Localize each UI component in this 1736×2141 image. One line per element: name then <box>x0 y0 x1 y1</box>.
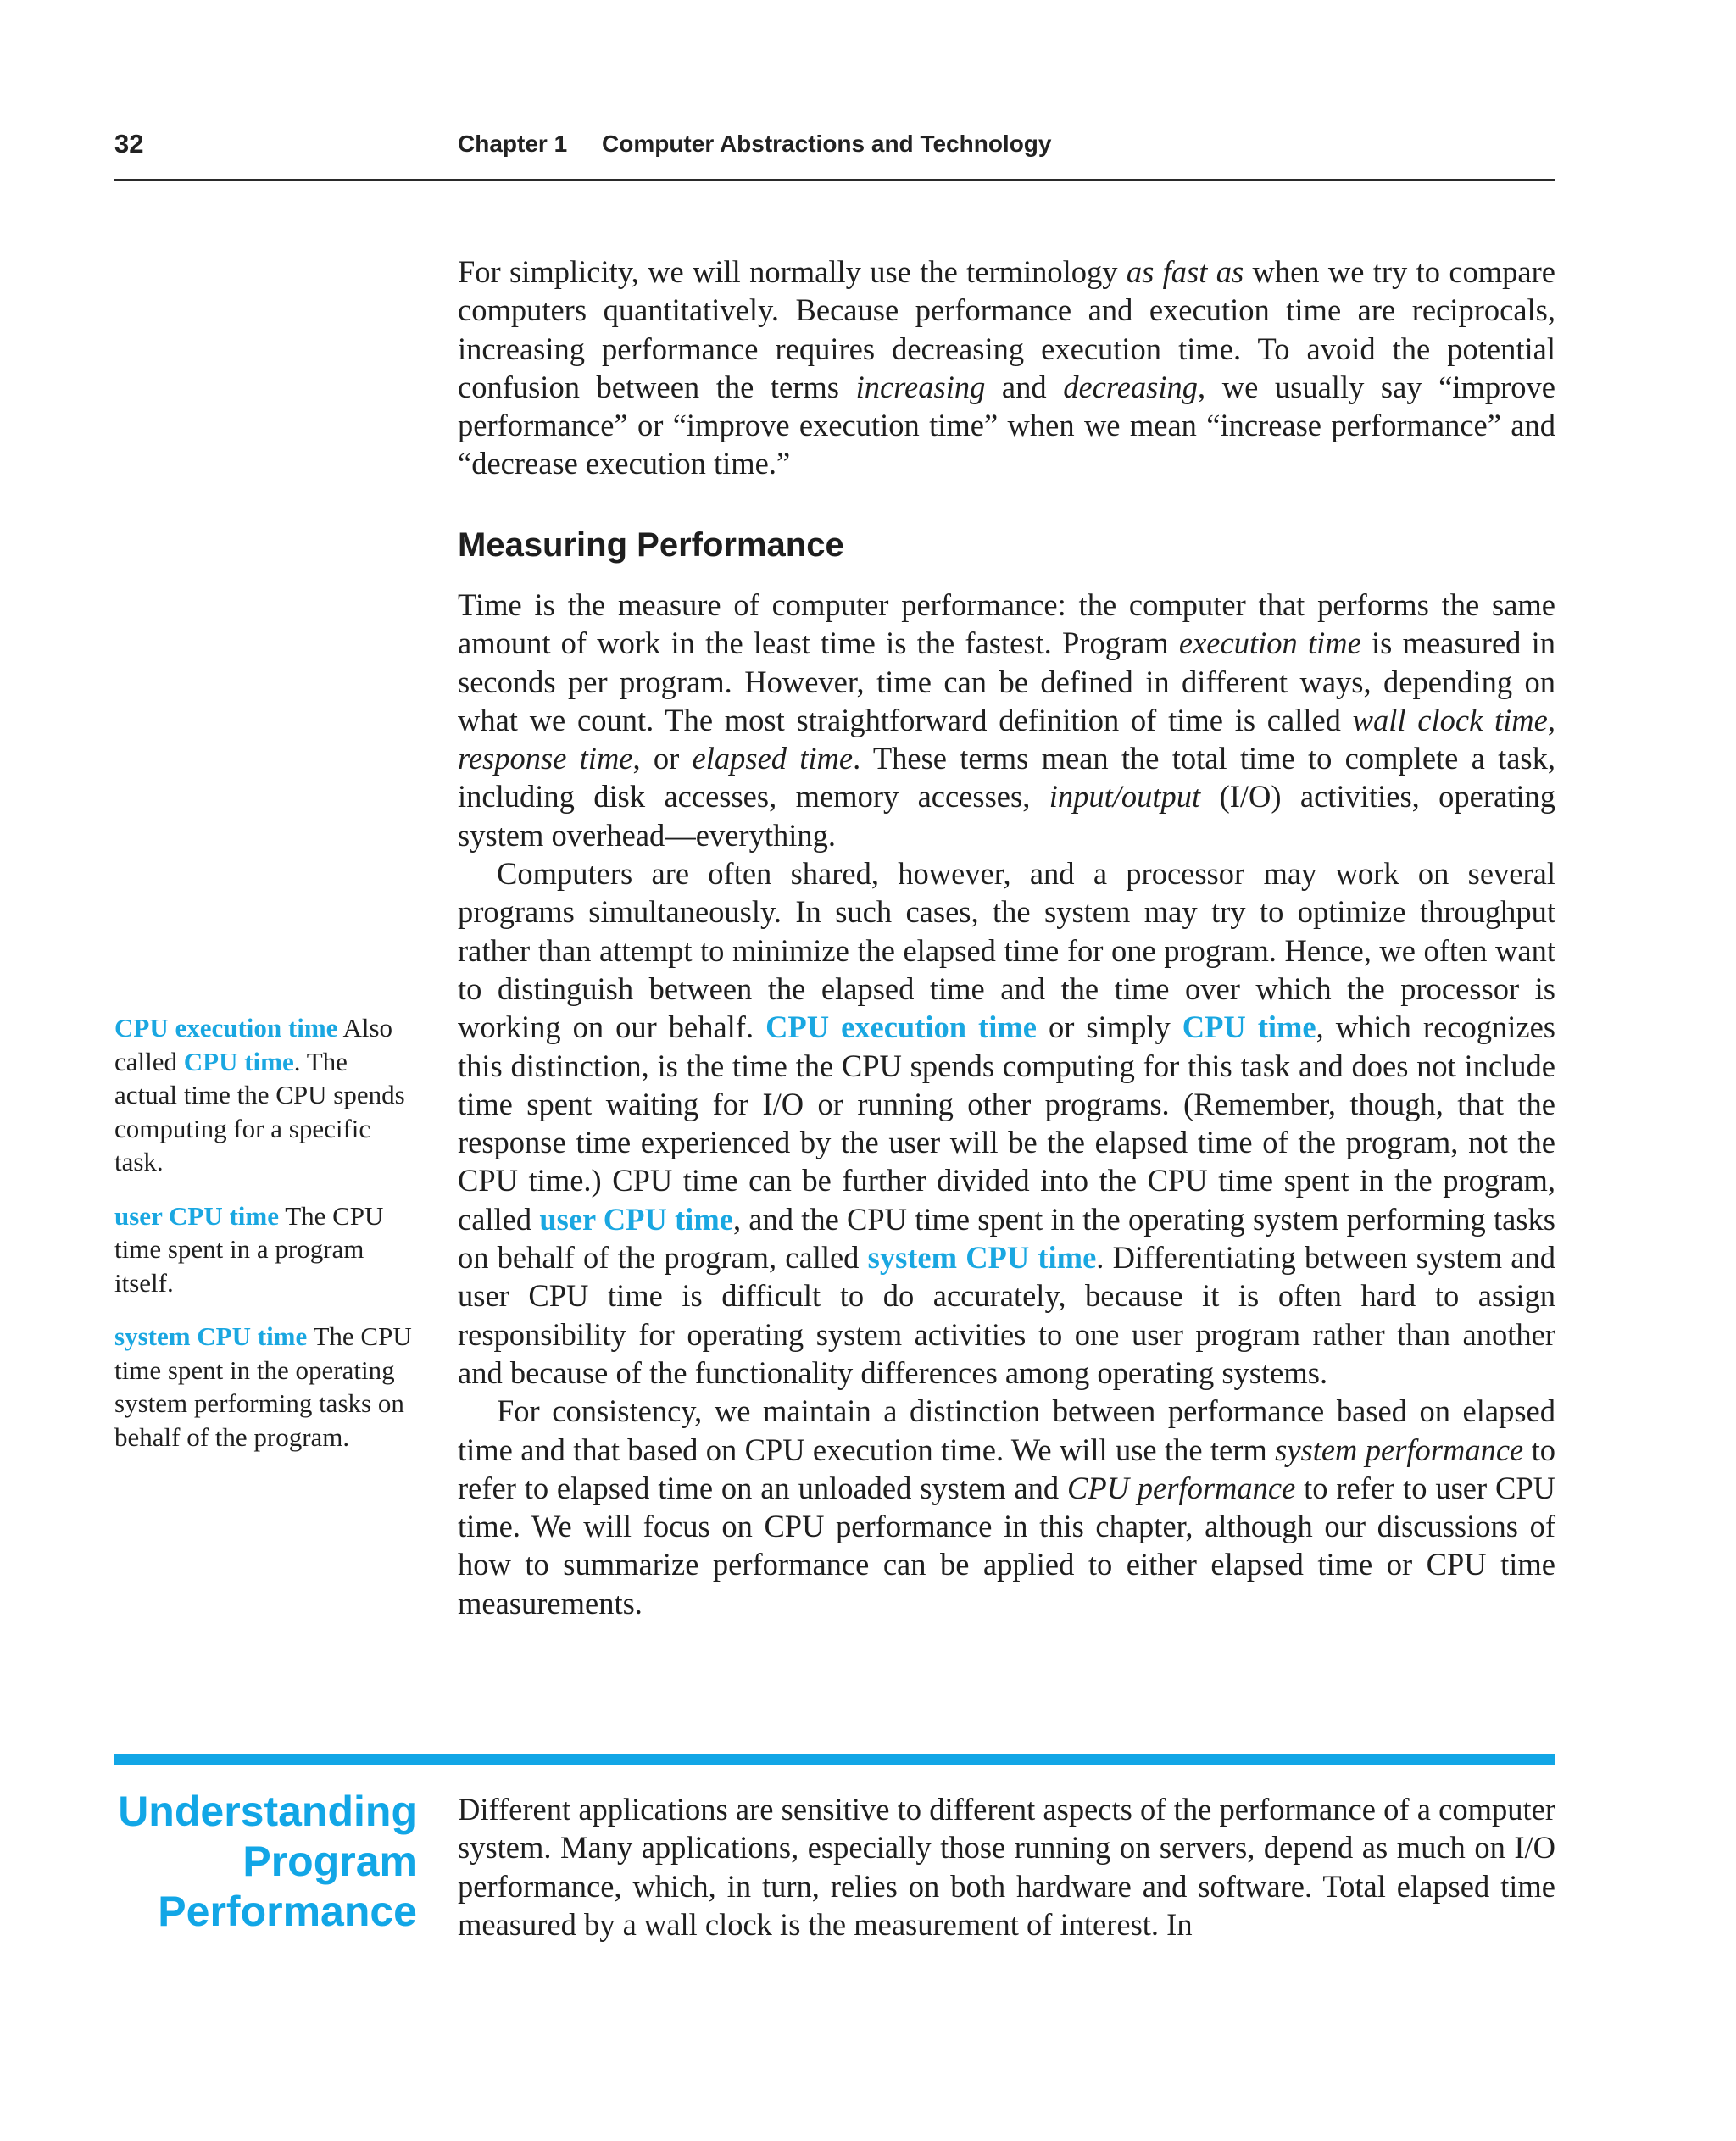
understanding-body: Different applications are sensitive to different aspects of the performance of a computer system. Many applications, especially those running on servers, depend as much on I/O performance, which, in turn, relies on both hardware and software. Total elapsed time measured by a wall clock is the measurement of interest. In <box>458 1792 1555 1942</box>
keyword-system-cpu-time: system CPU time <box>867 1240 1097 1276</box>
margin-glossary <box>114 1011 413 1474</box>
paragraph-1: Time is the measure of computer performance: the computer that performs the same amount of work in the least time is the fastest. Program execution time is measured in seconds per program. However, time can be defined in different ways, depending on what we count. The most straightforward definition of time is called wall clock time, response time, or elapsed time. These terms mean the total time to complete a task, including disk accesses, memory accesses, input/output (I/O) activities, operating system overhead—everything. <box>458 587 1555 853</box>
glossary-cpu-execution-time: CPU execution time Also called CPU time. The actual time the CPU spends computing for a specific task. <box>114 1013 405 1176</box>
chapter-title: Computer Abstractions and Technology <box>602 131 1052 157</box>
chapter-label: Chapter 1 <box>458 131 568 157</box>
section-body <box>458 586 1555 1622</box>
paragraph-2: Computers are often shared, however, and a processor may work on several programs simultaneously. In such cases, the system may try to optimize throughput rather than attempt to minimize the elapsed time for one program. Hence, we often want to distinguish between the elapsed time and the time over which the processor is working on our behalf. CPU execution time or simply CPU time, which recognizes this distinction, is the time the CPU spends computing for this task and does not include time spent waiting for I/O or running other programs. (Remember, though, that the response time experienced by the user will be the elapsed time of the program, not the CPU time.) CPU time can be further divided into the CPU time spent in the program, called user CPU time, and the CPU time spent in the operating system performing tasks on behalf of the program, called system CPU time. Differentiating between system and user CPU time is difficult to do accurately, because it is often hard to assign responsibility for operating system activities to one user program rather than another and because of the functionality differences among operating systems. <box>458 856 1555 1390</box>
understanding-heading: Understanding Program Performance <box>118 1788 417 1935</box>
running-header <box>114 129 1555 180</box>
intro-paragraph: For simplicity, we will normally use the terminology as fast as when we try to compare computers quantitatively. Because performance and execution time are reciprocals, increasing performance requires decreasing execution time. To avoid the potential confusion between the terms increasing and decreasing, we usually say “improve performance” or “improve execution time” when we mean “increase performance” and “decrease execution time.” <box>458 254 1556 481</box>
page-number: 32 <box>114 129 144 158</box>
section-divider-bar <box>114 1754 1555 1765</box>
keyword-cpu-time: CPU time <box>1182 1009 1316 1045</box>
section-heading: Measuring Performance <box>458 526 844 564</box>
paragraph-3: For consistency, we maintain a distinction between performance based on elapsed time and that based on CPU execution time. We will use the term system performance to refer to elapsed time on an unloaded system and CPU performance to refer to user CPU time. We will focus on CPU performance in this chapter, although our discussions of how to summarize performance can be applied to either elapsed time or CPU time measurements. <box>458 1393 1555 1621</box>
keyword-cpu-execution-time: CPU execution time <box>765 1009 1037 1045</box>
header-rule <box>114 179 1555 181</box>
keyword-user-cpu-time: user CPU time <box>539 1201 733 1237</box>
glossary-system-cpu-time: system CPU time The CPU time spent in the operating system performing tasks on behalf of the program. <box>114 1321 412 1452</box>
glossary-user-cpu-time: user CPU time The CPU time spent in a program itself. <box>114 1200 384 1298</box>
